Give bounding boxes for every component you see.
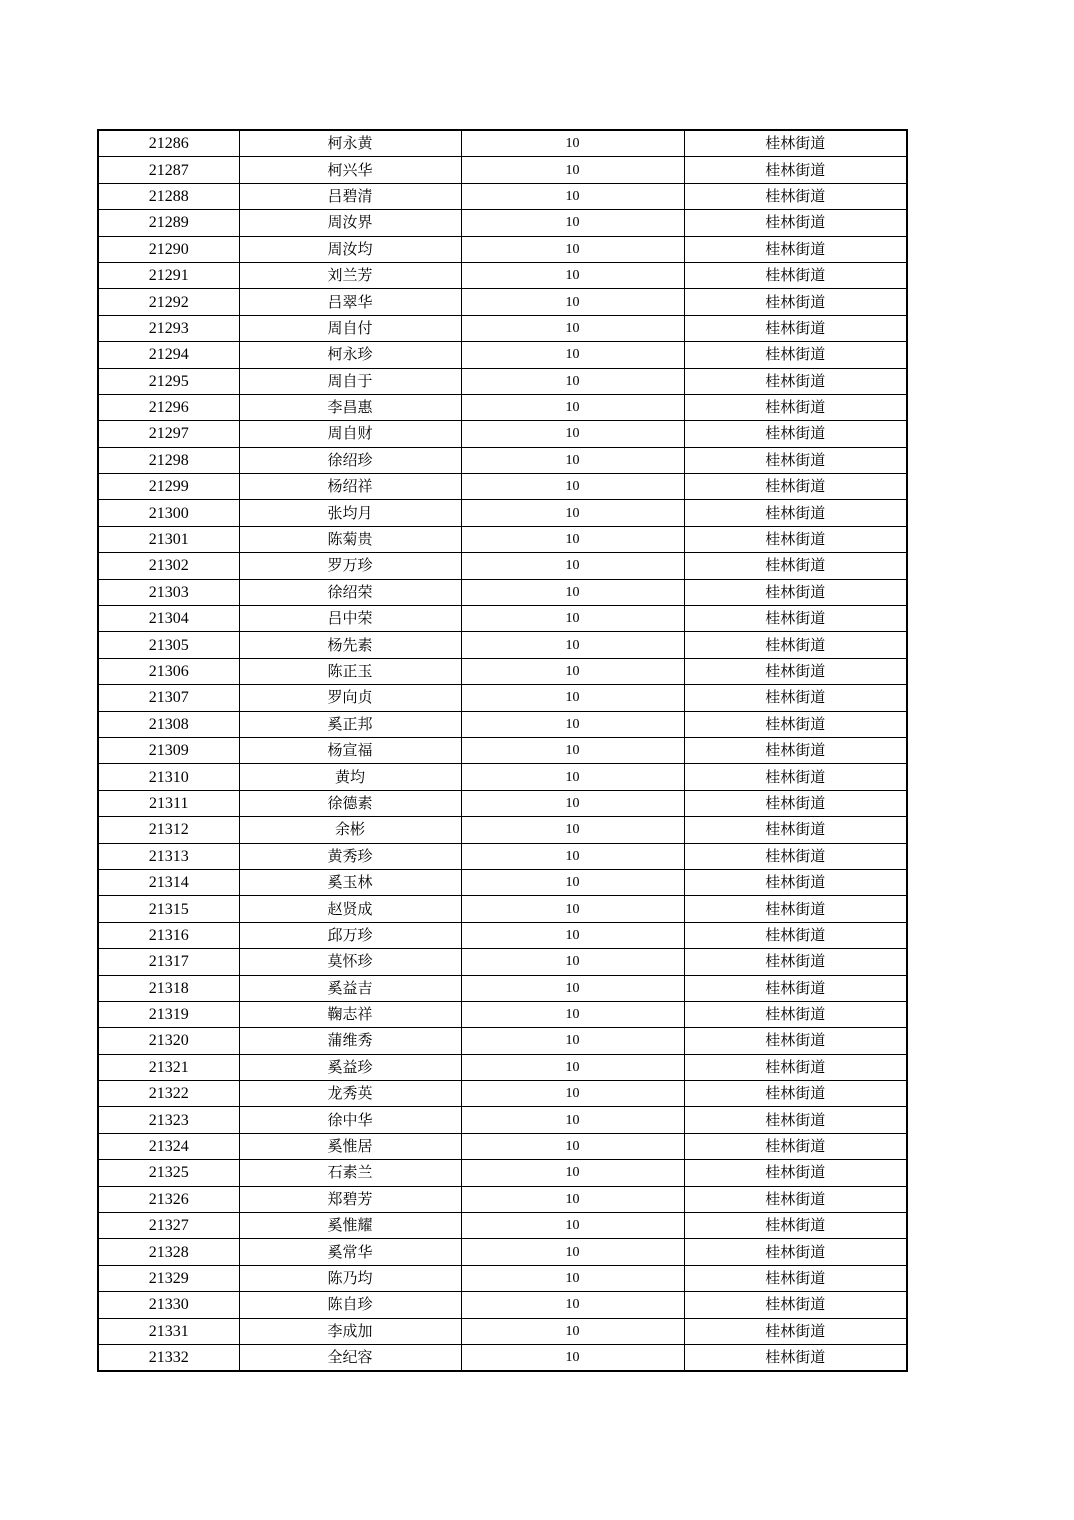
name-cell: 吕中荣	[239, 606, 461, 632]
name-cell: 莫怀珍	[239, 949, 461, 975]
area-cell: 桂林街道	[684, 975, 907, 1001]
name-cell: 罗向贞	[239, 685, 461, 711]
area-cell: 桂林街道	[684, 1001, 907, 1027]
area-cell: 桂林街道	[684, 869, 907, 895]
table-row	[98, 1292, 907, 1318]
amount-cell: 10	[461, 817, 684, 843]
table-row	[98, 130, 907, 157]
amount-cell: 10	[461, 1133, 684, 1159]
amount-cell: 10	[461, 1292, 684, 1318]
row-number-cell: 21332	[98, 1344, 239, 1371]
row-number-cell: 21302	[98, 553, 239, 579]
name-cell: 奚惟耀	[239, 1213, 461, 1239]
name-cell: 徐绍荣	[239, 579, 461, 605]
area-cell: 桂林街道	[684, 421, 907, 447]
area-cell: 桂林街道	[684, 1186, 907, 1212]
row-number-cell: 21304	[98, 606, 239, 632]
area-cell: 桂林街道	[684, 949, 907, 975]
amount-cell: 10	[461, 632, 684, 658]
row-number-cell: 21303	[98, 579, 239, 605]
name-cell: 陈正玉	[239, 658, 461, 684]
row-number-cell: 21324	[98, 1133, 239, 1159]
row-number-cell: 21299	[98, 474, 239, 500]
name-cell: 杨绍祥	[239, 474, 461, 500]
row-number-cell: 21316	[98, 922, 239, 948]
row-number-cell: 21309	[98, 737, 239, 763]
amount-cell: 10	[461, 421, 684, 447]
name-cell: 陈乃均	[239, 1265, 461, 1291]
row-number-cell: 21292	[98, 289, 239, 315]
row-number-cell: 21318	[98, 975, 239, 1001]
amount-cell: 10	[461, 500, 684, 526]
table-row	[98, 685, 907, 711]
table-row	[98, 1054, 907, 1080]
roster-table-body	[98, 130, 907, 1371]
table-row	[98, 421, 907, 447]
table-row	[98, 289, 907, 315]
row-number-cell: 21329	[98, 1265, 239, 1291]
name-cell: 徐德素	[239, 790, 461, 816]
area-cell: 桂林街道	[684, 553, 907, 579]
area-cell: 桂林街道	[684, 790, 907, 816]
name-cell: 陈自珍	[239, 1292, 461, 1318]
row-number-cell: 21310	[98, 764, 239, 790]
amount-cell: 10	[461, 210, 684, 236]
amount-cell: 10	[461, 130, 684, 157]
amount-cell: 10	[461, 579, 684, 605]
table-row	[98, 500, 907, 526]
area-cell: 桂林街道	[684, 579, 907, 605]
table-row	[98, 474, 907, 500]
table-row	[98, 1318, 907, 1344]
name-cell: 周自付	[239, 315, 461, 341]
amount-cell: 10	[461, 1265, 684, 1291]
table-row	[98, 658, 907, 684]
table-row	[98, 368, 907, 394]
area-cell: 桂林街道	[684, 130, 907, 157]
row-number-cell: 21320	[98, 1028, 239, 1054]
area-cell: 桂林街道	[684, 210, 907, 236]
amount-cell: 10	[461, 474, 684, 500]
row-number-cell: 21308	[98, 711, 239, 737]
table-row	[98, 1265, 907, 1291]
area-cell: 桂林街道	[684, 526, 907, 552]
area-cell: 桂林街道	[684, 342, 907, 368]
area-cell: 桂林街道	[684, 289, 907, 315]
amount-cell: 10	[461, 764, 684, 790]
amount-cell: 10	[461, 183, 684, 209]
table-row	[98, 1081, 907, 1107]
amount-cell: 10	[461, 1186, 684, 1212]
name-cell: 奚益珍	[239, 1054, 461, 1080]
name-cell: 柯兴华	[239, 157, 461, 183]
table-row	[98, 1344, 907, 1371]
name-cell: 柯永黄	[239, 130, 461, 157]
amount-cell: 10	[461, 526, 684, 552]
table-row	[98, 711, 907, 737]
table-row	[98, 553, 907, 579]
name-cell: 张均月	[239, 500, 461, 526]
table-row	[98, 975, 907, 1001]
area-cell: 桂林街道	[684, 896, 907, 922]
table-row	[98, 764, 907, 790]
amount-cell: 10	[461, 1160, 684, 1186]
amount-cell: 10	[461, 236, 684, 262]
roster-table	[97, 129, 908, 1372]
name-cell: 邱万珍	[239, 922, 461, 948]
table-row	[98, 1001, 907, 1027]
area-cell: 桂林街道	[684, 1133, 907, 1159]
name-cell: 奚正邦	[239, 711, 461, 737]
row-number-cell: 21291	[98, 262, 239, 288]
area-cell: 桂林街道	[684, 1292, 907, 1318]
amount-cell: 10	[461, 1001, 684, 1027]
row-number-cell: 21326	[98, 1186, 239, 1212]
row-number-cell: 21313	[98, 843, 239, 869]
area-cell: 桂林街道	[684, 474, 907, 500]
amount-cell: 10	[461, 553, 684, 579]
row-number-cell: 21328	[98, 1239, 239, 1265]
table-row	[98, 606, 907, 632]
amount-cell: 10	[461, 790, 684, 816]
area-cell: 桂林街道	[684, 764, 907, 790]
area-cell: 桂林街道	[684, 843, 907, 869]
area-cell: 桂林街道	[684, 606, 907, 632]
amount-cell: 10	[461, 289, 684, 315]
area-cell: 桂林街道	[684, 368, 907, 394]
area-cell: 桂林街道	[684, 1160, 907, 1186]
area-cell: 桂林街道	[684, 1265, 907, 1291]
name-cell: 徐绍珍	[239, 447, 461, 473]
name-cell: 李昌惠	[239, 394, 461, 420]
amount-cell: 10	[461, 262, 684, 288]
row-number-cell: 21311	[98, 790, 239, 816]
row-number-cell: 21312	[98, 817, 239, 843]
area-cell: 桂林街道	[684, 183, 907, 209]
table-row	[98, 394, 907, 420]
table-row	[98, 1186, 907, 1212]
area-cell: 桂林街道	[684, 262, 907, 288]
name-cell: 赵贤成	[239, 896, 461, 922]
table-row	[98, 315, 907, 341]
row-number-cell: 21323	[98, 1107, 239, 1133]
amount-cell: 10	[461, 1028, 684, 1054]
name-cell: 吕翠华	[239, 289, 461, 315]
amount-cell: 10	[461, 1318, 684, 1344]
area-cell: 桂林街道	[684, 922, 907, 948]
amount-cell: 10	[461, 658, 684, 684]
area-cell: 桂林街道	[684, 1107, 907, 1133]
row-number-cell: 21286	[98, 130, 239, 157]
name-cell: 奚常华	[239, 1239, 461, 1265]
amount-cell: 10	[461, 315, 684, 341]
name-cell: 吕碧清	[239, 183, 461, 209]
amount-cell: 10	[461, 685, 684, 711]
table-row	[98, 447, 907, 473]
amount-cell: 10	[461, 1081, 684, 1107]
row-number-cell: 21297	[98, 421, 239, 447]
area-cell: 桂林街道	[684, 632, 907, 658]
area-cell: 桂林街道	[684, 817, 907, 843]
table-row	[98, 869, 907, 895]
name-cell: 陈菊贵	[239, 526, 461, 552]
area-cell: 桂林街道	[684, 394, 907, 420]
row-number-cell: 21314	[98, 869, 239, 895]
name-cell: 周汝均	[239, 236, 461, 262]
amount-cell: 10	[461, 606, 684, 632]
name-cell: 奚玉林	[239, 869, 461, 895]
amount-cell: 10	[461, 1213, 684, 1239]
area-cell: 桂林街道	[684, 315, 907, 341]
area-cell: 桂林街道	[684, 500, 907, 526]
row-number-cell: 21288	[98, 183, 239, 209]
amount-cell: 10	[461, 896, 684, 922]
name-cell: 杨宣福	[239, 737, 461, 763]
name-cell: 刘兰芳	[239, 262, 461, 288]
row-number-cell: 21315	[98, 896, 239, 922]
name-cell: 黄秀珍	[239, 843, 461, 869]
table-row	[98, 1213, 907, 1239]
name-cell: 柯永珍	[239, 342, 461, 368]
table-row	[98, 843, 907, 869]
area-cell: 桂林街道	[684, 157, 907, 183]
row-number-cell: 21325	[98, 1160, 239, 1186]
amount-cell: 10	[461, 342, 684, 368]
name-cell: 徐中华	[239, 1107, 461, 1133]
table-row	[98, 236, 907, 262]
table-row	[98, 526, 907, 552]
row-number-cell: 21295	[98, 368, 239, 394]
name-cell: 蒲维秀	[239, 1028, 461, 1054]
name-cell: 鞠志祥	[239, 1001, 461, 1027]
name-cell: 周自财	[239, 421, 461, 447]
amount-cell: 10	[461, 1344, 684, 1371]
row-number-cell: 21289	[98, 210, 239, 236]
name-cell: 周汝界	[239, 210, 461, 236]
table-row	[98, 1133, 907, 1159]
table-row	[98, 1239, 907, 1265]
amount-cell: 10	[461, 368, 684, 394]
area-cell: 桂林街道	[684, 737, 907, 763]
row-number-cell: 21287	[98, 157, 239, 183]
table-row	[98, 579, 907, 605]
amount-cell: 10	[461, 711, 684, 737]
row-number-cell: 21298	[98, 447, 239, 473]
table-row	[98, 1107, 907, 1133]
amount-cell: 10	[461, 949, 684, 975]
row-number-cell: 21294	[98, 342, 239, 368]
row-number-cell: 21322	[98, 1081, 239, 1107]
area-cell: 桂林街道	[684, 1239, 907, 1265]
amount-cell: 10	[461, 394, 684, 420]
table-row	[98, 949, 907, 975]
name-cell: 奚惟居	[239, 1133, 461, 1159]
row-number-cell: 21321	[98, 1054, 239, 1080]
area-cell: 桂林街道	[684, 1213, 907, 1239]
area-cell: 桂林街道	[684, 711, 907, 737]
name-cell: 罗万珍	[239, 553, 461, 579]
area-cell: 桂林街道	[684, 1081, 907, 1107]
name-cell: 李成加	[239, 1318, 461, 1344]
amount-cell: 10	[461, 1107, 684, 1133]
area-cell: 桂林街道	[684, 685, 907, 711]
table-row	[98, 157, 907, 183]
amount-cell: 10	[461, 447, 684, 473]
amount-cell: 10	[461, 922, 684, 948]
row-number-cell: 21301	[98, 526, 239, 552]
name-cell: 周自于	[239, 368, 461, 394]
name-cell: 杨先素	[239, 632, 461, 658]
row-number-cell: 21317	[98, 949, 239, 975]
amount-cell: 10	[461, 1239, 684, 1265]
table-row	[98, 1028, 907, 1054]
row-number-cell: 21331	[98, 1318, 239, 1344]
table-row	[98, 1160, 907, 1186]
table-row	[98, 210, 907, 236]
row-number-cell: 21306	[98, 658, 239, 684]
row-number-cell: 21300	[98, 500, 239, 526]
name-cell: 余彬	[239, 817, 461, 843]
table-row	[98, 183, 907, 209]
name-cell: 黄均	[239, 764, 461, 790]
table-row	[98, 262, 907, 288]
row-number-cell: 21327	[98, 1213, 239, 1239]
area-cell: 桂林街道	[684, 447, 907, 473]
row-number-cell: 21290	[98, 236, 239, 262]
area-cell: 桂林街道	[684, 1028, 907, 1054]
amount-cell: 10	[461, 157, 684, 183]
area-cell: 桂林街道	[684, 658, 907, 684]
amount-cell: 10	[461, 1054, 684, 1080]
table-row	[98, 342, 907, 368]
row-number-cell: 21305	[98, 632, 239, 658]
table-row	[98, 896, 907, 922]
name-cell: 石素兰	[239, 1160, 461, 1186]
area-cell: 桂林街道	[684, 1054, 907, 1080]
name-cell: 全纪容	[239, 1344, 461, 1371]
area-cell: 桂林街道	[684, 1344, 907, 1371]
table-row	[98, 922, 907, 948]
amount-cell: 10	[461, 975, 684, 1001]
amount-cell: 10	[461, 737, 684, 763]
row-number-cell: 21296	[98, 394, 239, 420]
name-cell: 奚益吉	[239, 975, 461, 1001]
table-row	[98, 790, 907, 816]
row-number-cell: 21307	[98, 685, 239, 711]
name-cell: 龙秀英	[239, 1081, 461, 1107]
row-number-cell: 21330	[98, 1292, 239, 1318]
row-number-cell: 21293	[98, 315, 239, 341]
table-row	[98, 632, 907, 658]
table-row	[98, 737, 907, 763]
row-number-cell: 21319	[98, 1001, 239, 1027]
area-cell: 桂林街道	[684, 1318, 907, 1344]
table-row	[98, 817, 907, 843]
amount-cell: 10	[461, 869, 684, 895]
area-cell: 桂林街道	[684, 236, 907, 262]
name-cell: 郑碧芳	[239, 1186, 461, 1212]
amount-cell: 10	[461, 843, 684, 869]
